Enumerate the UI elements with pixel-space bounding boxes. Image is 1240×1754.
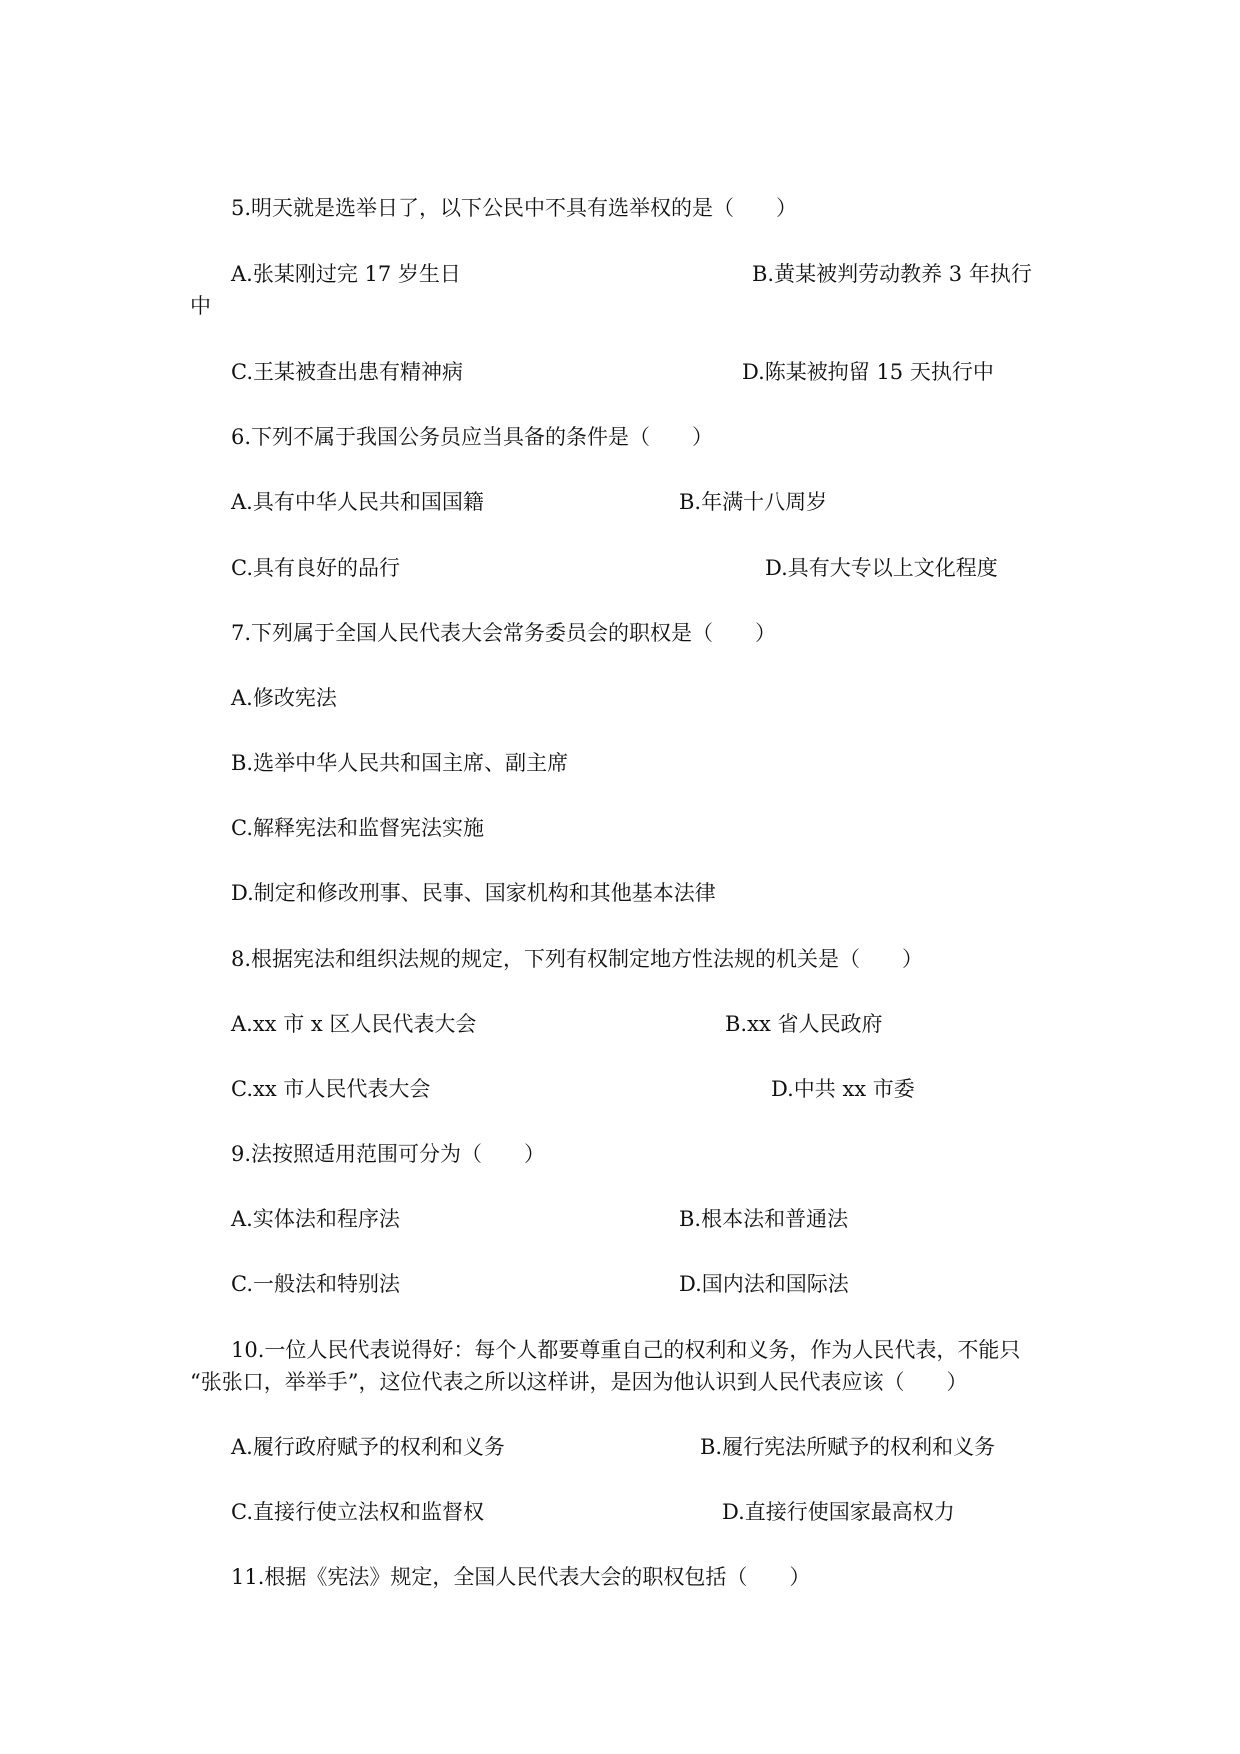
question-7-stem: 7.下列属于全国人民代表大会常务委员会的职权是（ ）: [231, 621, 777, 645]
question-8-option-b: B.xx 省人民政府: [725, 1012, 883, 1036]
question-7-option-b: B.选举中华人民共和国主席、副主席: [231, 751, 569, 775]
question-8-option-d: D.中共 xx 市委: [771, 1077, 915, 1101]
question-6-option-d: D.具有大专以上文化程度: [765, 556, 998, 580]
question-6-option-c: C.具有良好的品行: [231, 556, 400, 580]
question-5-option-b-continued: 中: [190, 294, 211, 318]
question-5-stem: 5.明天就是选举日了，以下公民中不具有选举权的是（ ）: [231, 196, 798, 220]
question-10-option-a: A.履行政府赋予的权利和义务: [231, 1435, 505, 1459]
question-8-stem: 8.根据宪法和组织法规的规定，下列有权制定地方性法规的机关是（ ）: [231, 947, 924, 971]
question-10-stem-line-1: 10.一位人民代表说得好：每个人都要尊重自己的权利和义务，作为人民代表，不能只: [231, 1338, 1021, 1362]
question-10-option-d: D.直接行使国家最高权力: [722, 1500, 955, 1524]
question-9-option-d: D.国内法和国际法: [679, 1272, 849, 1296]
question-11-stem: 11.根据《宪法》规定，全国人民代表大会的职权包括（ ）: [231, 1565, 811, 1589]
question-6-stem: 6.下列不属于我国公务员应当具备的条件是（ ）: [231, 425, 714, 449]
question-6-option-b: B.年满十八周岁: [679, 490, 828, 514]
question-8-option-c: C.xx 市人民代表大会: [231, 1077, 431, 1101]
question-7-option-d: D.制定和修改刑事、民事、国家机构和其他基本法律: [231, 881, 716, 905]
question-7-option-a: A.修改宪法: [231, 686, 337, 710]
question-6-option-a: A.具有中华人民共和国国籍: [231, 490, 484, 514]
question-8-option-a: A.xx 市 x 区人民代表大会: [231, 1012, 477, 1036]
question-9-option-a: A.实体法和程序法: [231, 1207, 400, 1231]
question-5-option-b: B.黄某被判劳动教养 3 年执行: [752, 262, 1032, 286]
question-7-option-c: C.解释宪法和监督宪法实施: [231, 816, 484, 840]
question-10-option-b: B.履行宪法所赋予的权利和义务: [700, 1435, 996, 1459]
question-9-stem: 9.法按照适用范围可分为（ ）: [231, 1142, 546, 1166]
question-10-stem-line-2: “张张口，举举手”，这位代表之所以这样讲，是因为他认识到人民代表应该（ ）: [190, 1370, 968, 1394]
question-5-option-c: C.王某被查出患有精神病: [231, 360, 463, 384]
question-5-option-d: D.陈某被拘留 15 天执行中: [742, 360, 994, 384]
question-9-option-c: C.一般法和特别法: [231, 1272, 400, 1296]
question-10-option-c: C.直接行使立法权和监督权: [231, 1500, 484, 1524]
question-9-option-b: B.根本法和普通法: [679, 1207, 849, 1231]
question-5-option-a: A.张某刚过完 17 岁生日: [231, 262, 461, 286]
